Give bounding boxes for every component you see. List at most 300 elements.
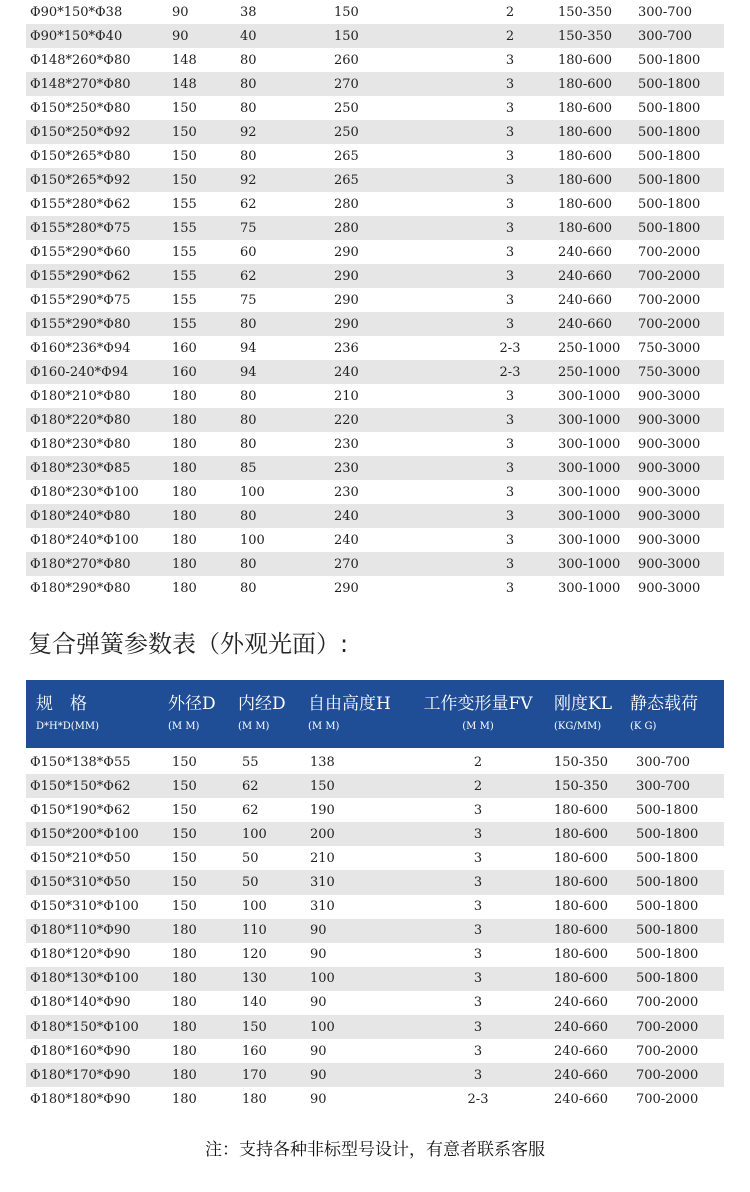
table-cell: 150 <box>172 100 197 116</box>
table-cell: 210 <box>310 850 335 866</box>
table-cell: 90 <box>310 1091 327 1107</box>
table-cell: Φ160-240*Φ94 <box>30 364 129 380</box>
table-cell: 3 <box>473 826 483 842</box>
table-cell: 150 <box>172 826 197 842</box>
table-cell: 900-3000 <box>638 508 701 524</box>
table-cell: 3 <box>505 100 515 116</box>
table-cell: Φ180*270*Φ80 <box>30 556 131 572</box>
table-cell: 700-2000 <box>636 1043 699 1059</box>
table-cell: 3 <box>505 292 515 308</box>
table-row <box>26 408 724 432</box>
table-cell: 900-3000 <box>638 484 701 500</box>
table-cell: 180-600 <box>554 899 609 915</box>
table-cell: 300-700 <box>636 754 691 770</box>
table-row <box>26 919 724 943</box>
table-cell: 3 <box>505 220 515 236</box>
table-cell: Φ150*190*Φ62 <box>30 802 131 818</box>
table-cell: Φ150*310*Φ50 <box>30 875 131 891</box>
table-cell: 230 <box>334 436 359 452</box>
table-cell: 240-660 <box>554 1019 609 1035</box>
table-cell: 180-600 <box>558 196 613 212</box>
table-cell: Φ180*130*Φ100 <box>30 971 139 987</box>
table-cell: 180 <box>172 460 197 476</box>
table-cell: 180 <box>172 1019 197 1035</box>
table-cell: 3 <box>505 172 515 188</box>
table-cell: 150 <box>242 1019 267 1035</box>
table-cell: 300-700 <box>636 778 691 794</box>
table-cell: 3 <box>473 1019 483 1035</box>
table-cell: 900-3000 <box>638 436 701 452</box>
table-cell: 250 <box>334 124 359 140</box>
table-cell: 62 <box>240 196 257 212</box>
table-cell: 240-660 <box>558 292 613 308</box>
table-cell: 150 <box>172 850 197 866</box>
table-cell: 500-1800 <box>636 826 699 842</box>
table-row <box>26 798 724 822</box>
footer-note: 注：支持各种非标型号设计，有意者联系客服 <box>205 1140 545 1160</box>
table-cell: 138 <box>310 754 335 770</box>
table-cell: 80 <box>240 148 257 164</box>
table-cell: 250-1000 <box>558 340 621 356</box>
table-row <box>26 336 724 360</box>
table-cell: 3 <box>473 1067 483 1083</box>
table-cell: 500-1800 <box>636 875 699 891</box>
table-cell: 80 <box>240 436 257 452</box>
table-cell: 300-1000 <box>558 484 621 500</box>
table-cell: 290 <box>334 244 359 260</box>
table-row <box>26 240 724 264</box>
table-cell: Φ180*140*Φ90 <box>30 995 131 1011</box>
table-cell: 300-700 <box>638 28 693 44</box>
table-cell: Φ150*310*Φ100 <box>30 899 139 915</box>
table-cell: Φ150*210*Φ50 <box>30 850 131 866</box>
table-cell: 150 <box>172 899 197 915</box>
table-cell: 180-600 <box>558 52 613 68</box>
table-row <box>26 576 724 600</box>
header-unit: (M M) <box>308 721 340 732</box>
table-cell: 155 <box>172 292 197 308</box>
table-cell: 100 <box>240 532 265 548</box>
table-cell: 300-1000 <box>558 436 621 452</box>
table-cell: 700-2000 <box>636 1091 699 1107</box>
table-cell: 300-1000 <box>558 412 621 428</box>
header-label: 外径D <box>168 694 216 714</box>
table-cell: 750-3000 <box>638 364 701 380</box>
table-cell: 310 <box>310 875 335 891</box>
table-cell: 150 <box>172 754 197 770</box>
table-cell: 2 <box>505 4 515 20</box>
table-cell: 100 <box>242 826 267 842</box>
table-cell: 60 <box>240 244 257 260</box>
table-cell: 90 <box>310 995 327 1011</box>
table-cell: Φ148*270*Φ80 <box>30 76 131 92</box>
table-cell: Φ155*280*Φ75 <box>30 220 131 236</box>
table-cell: 500-1800 <box>636 802 699 818</box>
table-cell: 3 <box>505 388 515 404</box>
table-row <box>26 1039 724 1063</box>
table-cell: Φ180*230*Φ80 <box>30 436 131 452</box>
table-cell: 2 <box>505 28 515 44</box>
table-cell: 180-600 <box>554 875 609 891</box>
table-row <box>26 822 724 846</box>
table-cell: 270 <box>334 556 359 572</box>
table-cell: Φ150*265*Φ92 <box>30 172 131 188</box>
table-cell: 155 <box>172 220 197 236</box>
table-cell: 2-3 <box>499 364 521 380</box>
table-cell: Φ90*150*Φ40 <box>30 28 123 44</box>
table-cell: 200 <box>310 826 335 842</box>
table-cell: 90 <box>310 1067 327 1083</box>
table-cell: 240 <box>334 364 359 380</box>
table-cell: 100 <box>240 484 265 500</box>
table-cell: 500-1800 <box>638 196 701 212</box>
table-cell: 180 <box>172 436 197 452</box>
header-label: 刚度KL <box>554 694 612 714</box>
table-cell: Φ180*220*Φ80 <box>30 412 131 428</box>
table-cell: 500-1800 <box>638 124 701 140</box>
table-cell: 180-600 <box>558 220 613 236</box>
header-cell <box>160 680 232 748</box>
table-cell: 50 <box>242 875 259 891</box>
table-cell: 62 <box>240 268 257 284</box>
table-cell: 100 <box>242 899 267 915</box>
table-cell: 240 <box>334 532 359 548</box>
table-cell: 148 <box>172 52 197 68</box>
table-cell: 160 <box>172 340 197 356</box>
table-cell: 150 <box>172 778 197 794</box>
table-cell: 50 <box>242 850 259 866</box>
table-cell: 3 <box>473 947 483 963</box>
table-cell: 155 <box>172 244 197 260</box>
table-cell: Φ180*180*Φ90 <box>30 1091 131 1107</box>
table-cell: 265 <box>334 172 359 188</box>
table-cell: Φ148*260*Φ80 <box>30 52 131 68</box>
table-row <box>26 264 724 288</box>
table-cell: 3 <box>505 436 515 452</box>
table-cell: 500-1800 <box>636 923 699 939</box>
table-cell: 180-600 <box>558 172 613 188</box>
table-cell: 240-660 <box>554 995 609 1011</box>
table-cell: 80 <box>240 76 257 92</box>
table-row <box>26 991 724 1015</box>
table-cell: 150 <box>172 124 197 140</box>
table-cell: 240-660 <box>558 268 613 284</box>
table-cell: 180-600 <box>558 124 613 140</box>
table-cell: Φ150*200*Φ100 <box>30 826 139 842</box>
table-cell: 280 <box>334 196 359 212</box>
table-cell: 80 <box>240 100 257 116</box>
table-cell: 85 <box>240 460 257 476</box>
table-cell: 170 <box>242 1067 267 1083</box>
table-cell: 150 <box>334 4 359 20</box>
table-cell: 150 <box>310 778 335 794</box>
table-cell: 80 <box>240 412 257 428</box>
table-cell: 180 <box>172 995 197 1011</box>
table-cell: Φ180*120*Φ90 <box>30 947 131 963</box>
table-row <box>26 384 724 408</box>
table-cell: 180 <box>172 1043 197 1059</box>
table-cell: 2-3 <box>499 340 521 356</box>
table-cell: 900-3000 <box>638 460 701 476</box>
table-cell: 2 <box>473 754 483 770</box>
table-cell: Φ180*170*Φ90 <box>30 1067 131 1083</box>
table-cell: 3 <box>473 971 483 987</box>
table-cell: 900-3000 <box>638 412 701 428</box>
table-row <box>26 48 724 72</box>
table-cell: 150-350 <box>558 4 613 20</box>
table-cell: 3 <box>505 316 515 332</box>
table-cell: 38 <box>240 4 257 20</box>
table-cell: 700-2000 <box>638 292 701 308</box>
header-unit: D*H*D(MM) <box>36 721 100 732</box>
table-cell: 3 <box>505 412 515 428</box>
table-cell: Φ150*250*Φ92 <box>30 124 131 140</box>
table-cell: 236 <box>334 340 359 356</box>
table-cell: 3 <box>505 76 515 92</box>
table-cell: 310 <box>310 899 335 915</box>
table-cell: 750-3000 <box>638 340 701 356</box>
table-header <box>26 680 724 748</box>
table-cell: 3 <box>505 508 515 524</box>
header-cell <box>304 680 408 748</box>
table-cell: 500-1800 <box>636 850 699 866</box>
table-cell: 270 <box>334 76 359 92</box>
table-cell: 155 <box>172 268 197 284</box>
table-row <box>26 72 724 96</box>
table-row <box>26 1087 724 1111</box>
table-cell: 240-660 <box>554 1091 609 1107</box>
table-cell: Φ180*240*Φ100 <box>30 532 139 548</box>
header-unit: (M M) <box>238 721 270 732</box>
table-cell: Φ180*160*Φ90 <box>30 1043 131 1059</box>
table-cell: 290 <box>334 580 359 596</box>
table-cell: 100 <box>310 1019 335 1035</box>
table-cell: 3 <box>473 899 483 915</box>
table-cell: 80 <box>240 52 257 68</box>
table-row <box>26 480 724 504</box>
table-cell: 80 <box>240 580 257 596</box>
table-cell: 130 <box>242 971 267 987</box>
table-row <box>26 504 724 528</box>
table-cell: 150-350 <box>554 754 609 770</box>
table-row <box>26 552 724 576</box>
table-cell: 3 <box>505 460 515 476</box>
table-cell: 100 <box>310 971 335 987</box>
table-row <box>26 432 724 456</box>
composite-spring-table <box>26 680 724 1111</box>
table-cell: 210 <box>334 388 359 404</box>
table-cell: Φ150*250*Φ80 <box>30 100 131 116</box>
table-cell: Φ180*230*Φ100 <box>30 484 139 500</box>
table-cell: 90 <box>310 947 327 963</box>
table-cell: 180 <box>172 923 197 939</box>
table-cell: Φ150*138*Φ55 <box>30 754 131 770</box>
table-cell: 180-600 <box>558 148 613 164</box>
table-cell: 500-1800 <box>638 100 701 116</box>
table-row <box>26 870 724 894</box>
table-cell: 900-3000 <box>638 388 701 404</box>
table-cell: 180-600 <box>554 826 609 842</box>
table-cell: 180-600 <box>554 947 609 963</box>
table-cell: 75 <box>240 220 257 236</box>
table-cell: 80 <box>240 556 257 572</box>
header-unit: (M M) <box>462 721 494 732</box>
header-cell <box>26 680 160 748</box>
table-cell: 900-3000 <box>638 580 701 596</box>
table-row <box>26 288 724 312</box>
table-row <box>26 846 724 870</box>
table-cell: 500-1800 <box>638 52 701 68</box>
table-cell: 700-2000 <box>636 1019 699 1035</box>
table-cell: Φ155*290*Φ80 <box>30 316 131 332</box>
table-cell: 180 <box>172 484 197 500</box>
table-row <box>26 528 724 552</box>
table-cell: 3 <box>473 875 483 891</box>
table-cell: Φ180*150*Φ100 <box>30 1019 139 1035</box>
table-cell: 700-2000 <box>638 268 701 284</box>
table-row <box>26 168 724 192</box>
table-cell: 300-1000 <box>558 508 621 524</box>
table-cell: 2-3 <box>467 1091 489 1107</box>
table-cell: Φ155*290*Φ62 <box>30 268 131 284</box>
table-cell: 180 <box>172 412 197 428</box>
table-cell: 280 <box>334 220 359 236</box>
header-unit: (KG/MM) <box>554 721 602 732</box>
header-unit: (K G) <box>630 721 657 732</box>
table-cell: 94 <box>240 364 257 380</box>
table-cell: 180 <box>242 1091 267 1107</box>
header-unit: (M M) <box>168 721 200 732</box>
table-cell: Φ180*290*Φ80 <box>30 580 131 596</box>
header-cell <box>232 680 304 748</box>
table-cell: 3 <box>505 196 515 212</box>
table-cell: 230 <box>334 484 359 500</box>
table-cell: 110 <box>242 923 267 939</box>
table-cell: 265 <box>334 148 359 164</box>
table-cell: 155 <box>172 316 197 332</box>
header-cell <box>548 680 624 748</box>
table-cell: 300-1000 <box>558 532 621 548</box>
table-cell: 150 <box>334 28 359 44</box>
table-cell: 3 <box>505 556 515 572</box>
table-cell: 240-660 <box>554 1067 609 1083</box>
table-cell: 500-1800 <box>638 220 701 236</box>
table-cell: 500-1800 <box>636 947 699 963</box>
table-cell: 180 <box>172 508 197 524</box>
table-cell: 700-2000 <box>638 244 701 260</box>
table-cell: 700-2000 <box>638 316 701 332</box>
table-cell: 3 <box>505 244 515 260</box>
table-cell: Φ180*230*Φ85 <box>30 460 131 476</box>
table-cell: Φ160*236*Φ94 <box>30 340 131 356</box>
table-cell: 90 <box>172 4 189 20</box>
table-cell: Φ90*150*Φ38 <box>30 4 123 20</box>
header-label: 自由高度H <box>308 694 391 714</box>
table-cell: 3 <box>473 802 483 818</box>
table-cell: Φ180*210*Φ80 <box>30 388 131 404</box>
table-row <box>26 24 724 48</box>
table-cell: 250 <box>334 100 359 116</box>
table-cell: 3 <box>473 1043 483 1059</box>
table-cell: 180-600 <box>558 76 613 92</box>
table-cell: Φ155*290*Φ75 <box>30 292 131 308</box>
section-title: 复合弹簧参数表（外观光面）: <box>28 630 349 658</box>
table-cell: 900-3000 <box>638 532 701 548</box>
table-cell: 180 <box>172 388 197 404</box>
table-cell: 160 <box>172 364 197 380</box>
table-cell: 150-350 <box>558 28 613 44</box>
table-row <box>26 895 724 919</box>
header-label: 静态载荷 <box>630 694 698 714</box>
table-cell: Φ180*110*Φ90 <box>30 923 131 939</box>
header-label: 规 格 <box>36 694 87 714</box>
table-cell: 240 <box>334 508 359 524</box>
table-cell: 300-1000 <box>558 460 621 476</box>
table-cell: 150 <box>172 802 197 818</box>
table-cell: 92 <box>240 124 257 140</box>
table-row <box>26 312 724 336</box>
table-cell: 150 <box>172 875 197 891</box>
table-cell: 700-2000 <box>636 995 699 1011</box>
table-cell: Φ150*265*Φ80 <box>30 148 131 164</box>
table-body <box>26 750 724 1111</box>
table-cell: 150 <box>172 148 197 164</box>
table-cell: 180-600 <box>554 923 609 939</box>
table-row <box>26 774 724 798</box>
header-cell <box>624 680 724 748</box>
table-cell: 3 <box>505 532 515 548</box>
table-cell: 180-600 <box>554 802 609 818</box>
table-cell: 75 <box>240 292 257 308</box>
table-cell: 500-1800 <box>636 971 699 987</box>
table-cell: 140 <box>242 995 267 1011</box>
table-cell: 3 <box>505 484 515 500</box>
table-cell: 230 <box>334 460 359 476</box>
table-cell: 90 <box>310 1043 327 1059</box>
table-row <box>26 360 724 384</box>
table-cell: 3 <box>473 995 483 1011</box>
table-cell: 92 <box>240 172 257 188</box>
table-cell: 220 <box>334 412 359 428</box>
table-cell: 3 <box>505 580 515 596</box>
table-cell: 62 <box>242 778 259 794</box>
table-cell: 160 <box>242 1043 267 1059</box>
table-cell: 180 <box>172 580 197 596</box>
table-cell: 240-660 <box>558 316 613 332</box>
table-cell: 180-600 <box>554 971 609 987</box>
table-cell: 500-1800 <box>638 148 701 164</box>
table-cell: 300-700 <box>638 4 693 20</box>
table-row <box>26 0 724 24</box>
table-cell: 180 <box>172 971 197 987</box>
table-row <box>26 1015 724 1039</box>
table-row <box>26 192 724 216</box>
table-cell: 2 <box>473 778 483 794</box>
table-cell: 90 <box>310 923 327 939</box>
table-cell: 3 <box>473 923 483 939</box>
header-cell <box>408 680 548 748</box>
table-cell: 80 <box>240 316 257 332</box>
table-cell: 500-1800 <box>638 172 701 188</box>
table-row <box>26 216 724 240</box>
table-cell: 900-3000 <box>638 556 701 572</box>
table-cell: 180 <box>172 532 197 548</box>
table-cell: 300-1000 <box>558 388 621 404</box>
table-cell: 240-660 <box>554 1043 609 1059</box>
table-cell: 180-600 <box>554 850 609 866</box>
table-row <box>26 96 724 120</box>
table-cell: 190 <box>310 802 335 818</box>
